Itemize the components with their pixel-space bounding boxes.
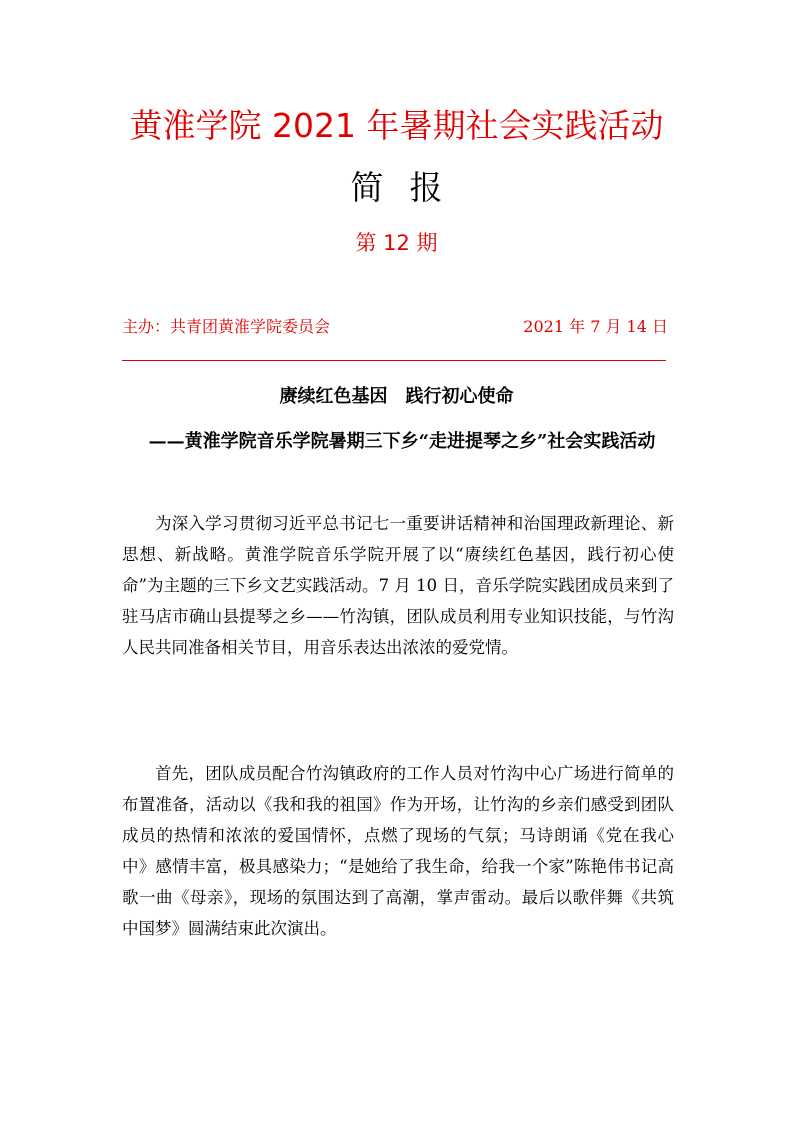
bulletin-title: 黄淮学院 2021 年暑期社会实践活动: [129, 106, 664, 145]
article-subtitle: ——黄淮学院音乐学院暑期三下乡“走进提琴之乡”社会实践活动: [148, 431, 656, 452]
paragraph: 为深入学习贯彻习近平总书记七一重要讲话精神和治国理政新理论、新思想、新战略。黄淮学院音乐学院开展了以“赓续红色基因，践行初心使命”为主题的三下乡文艺实践活动。7 月 10 日，音乐学院实践团成员来到了驻马店市确山县提琴之乡——竹沟镇，团队成员利用专业知识技能，与竹沟人民共同准备相关节目，用音乐表达出浓浓的爱党情。: [122, 514, 674, 657]
meta-row: [122, 313, 668, 341]
organizer: 主办：共青团黄淮学院委员会: [122, 317, 331, 336]
issue-number: 第 12 期: [355, 231, 438, 255]
paragraph: 首先，团队成员配合竹沟镇政府的工作人员对竹沟中心广场进行简单的布置准备，活动以《我和我的祖国》作为开场，让竹沟的乡亲们感受到团队成员的热情和浓浓的爱国情怀，点燃了现场的气氛；马诗朗诵《党在我心中》感情丰富，极具感染力；“是她给了我生命，给我一个家”陈艳伟书记高歌一曲《母亲》，现场的氛围达到了高潮，掌声雷动。最后以歌伴舞《共筑中国梦》圆满结束此次演出。: [122, 764, 674, 938]
publish-date: 2021 年 7 月 14 日: [523, 317, 668, 336]
article-title: 赓续红色基因 践行初心使命: [279, 386, 514, 407]
header-divider: [122, 360, 666, 361]
bulletin-heading: 简报: [350, 168, 469, 207]
